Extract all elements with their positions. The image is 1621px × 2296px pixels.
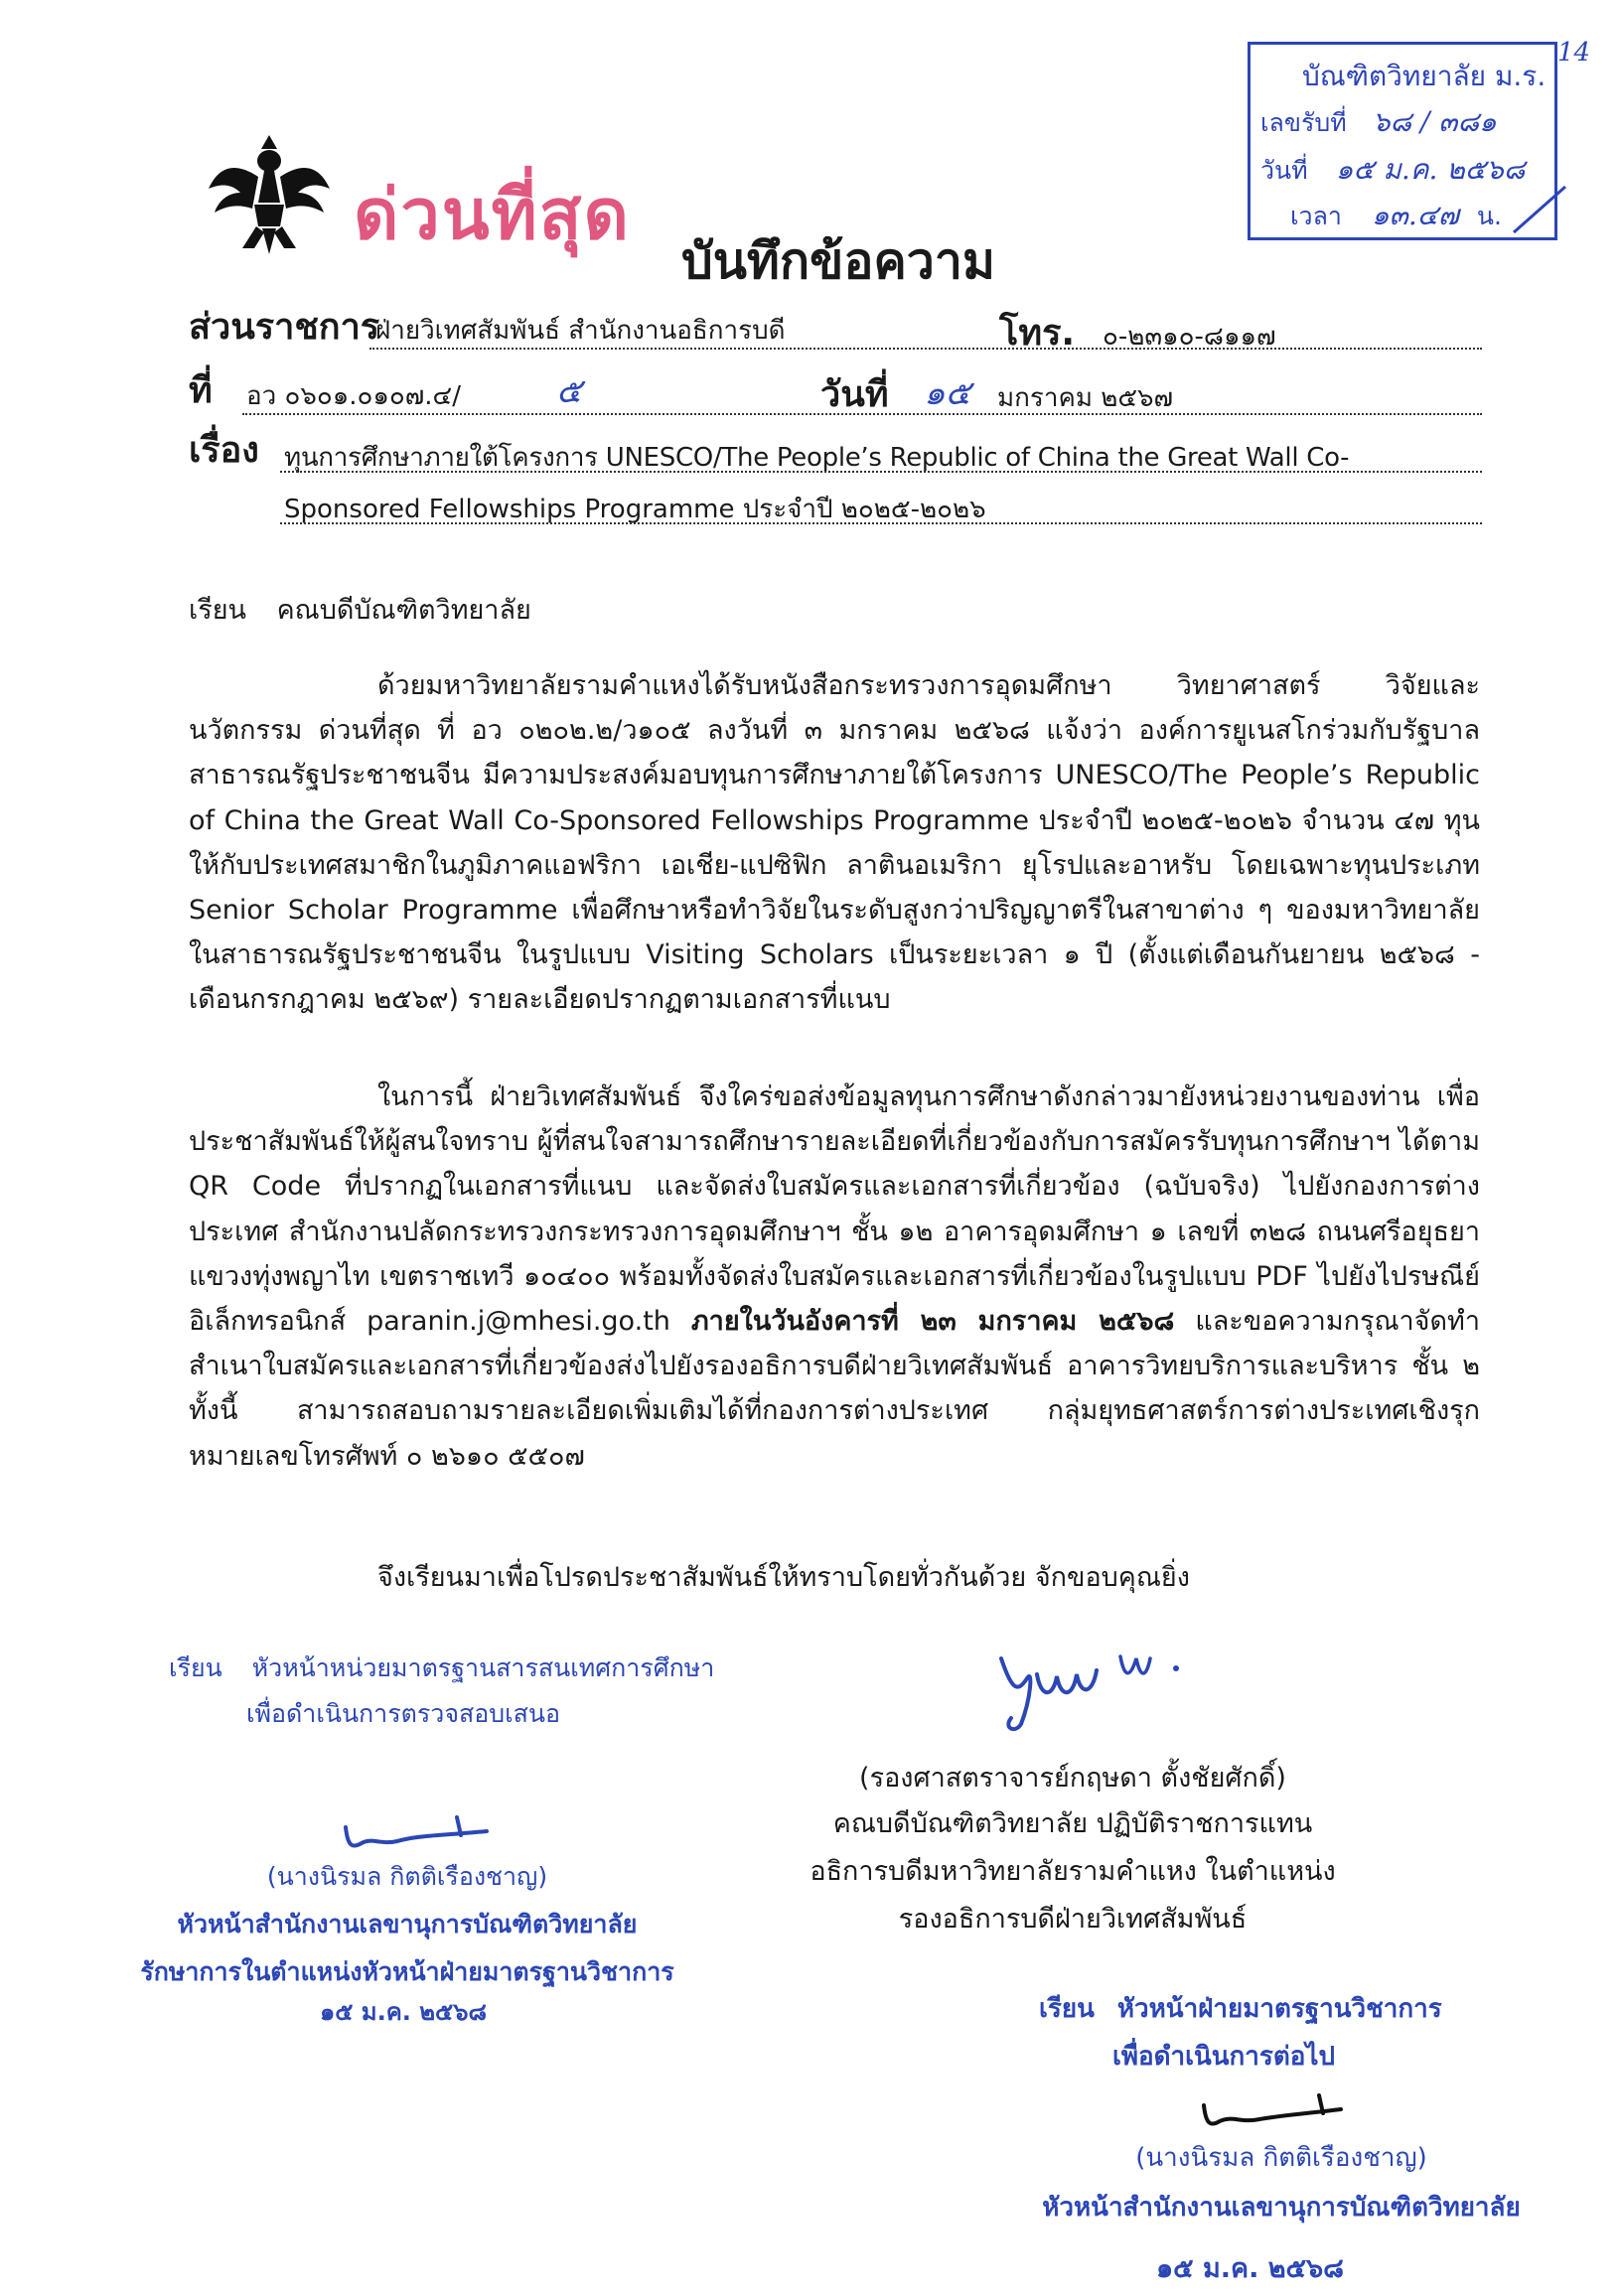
signer-title-3: รองอธิการบดีฝ่ายวิเทศสัมพันธ์ <box>898 1904 1248 1935</box>
note-right-signature <box>1192 2087 1351 2133</box>
stamp-time-row <box>1290 194 1502 237</box>
corner-page-mark: 14 <box>1557 38 1591 68</box>
subject-line-2: Sponsored Fellowships Programme ประจำปี ๒๐๒๕-๒๐๒๖ <box>284 495 986 524</box>
subject-dotline-1 <box>280 471 1482 473</box>
agency-value: ฝ่ายวิเทศสัมพันธ์ สำนักงานอธิการบดี <box>375 316 786 346</box>
note-right-label: เรียน <box>1039 1994 1095 2024</box>
stamp-time-value: ๑๓.๔๗ <box>1371 199 1459 231</box>
stamp-receive-value: ๖๘ / ๓๘๑ <box>1372 105 1497 138</box>
salutation-label: เรียน <box>189 595 247 626</box>
note-left-title-2: รักษาการในตำแหน่งหัวหน้าฝ่ายมาตรฐานวิชาการ <box>140 1957 674 1986</box>
note-right-name: (นางนิรมล กิตติเรืองชาญ) <box>1135 2143 1427 2173</box>
note-right-line-2: เพื่อดำเนินการต่อไป <box>1112 2042 1335 2072</box>
ref-label: ที่ <box>189 370 213 411</box>
signer-title-2: อธิการบดีมหาวิทยาลัยรามคำแหง ในตำแหน่ง <box>810 1856 1336 1887</box>
body-paragraph-1 <box>189 663 1480 1023</box>
signer-title-1: คณบดีบัณฑิตวิทยาลัย ปฏิบัติราชการแทน <box>832 1808 1313 1839</box>
stamp-time-suffix: น. <box>1476 202 1502 230</box>
ref-dotline <box>242 413 1482 415</box>
closing-text: จึงเรียนมาเพื่อโปรดประชาสัมพันธ์ให้ทราบโดยทั่วกันด้วย จักขอบคุณยิ่ง <box>377 1562 1190 1593</box>
stamp-date-value: ๑๕ ม.ค. ๒๕๖๘ <box>1335 153 1526 186</box>
note-left-name: (นางนิรมล กิตติเรืองชาญ) <box>266 1862 548 1891</box>
body-paragraph-1-text: ด้วยมหาวิทยาลัยรามคำแหงได้รับหนังสือกระทรวงการอุดมศึกษา วิทยาศาสตร์ วิจัยและนวัตกรรม ด่วนที่สุด ที่ อว ๐๒๐๒.๒/ว๑๐๕ ลงวันที่ ๓ มกราคม ๒๕๖๘ แจ้งว่า องค์การยูเนสโกร่วมกับรัฐบาลสาธารณรัฐประชาชนจีน มีความประสงค์มอบทุนการศึกษาภายใต้โครงการ UNESCO/The People’s Republic of China the Great Wall Co-Sponsored Fellowships Programme ประจำปี ๒๐๒๕-๒๐๒๖ จำนวน ๔๗ ทุน ให้กับประเทศสมาชิกในภูมิภาคแอฟริกา เอเชีย-แปซิฟิก ลาตินอเมริกา ยุโรปและอาหรับ โดยเฉพาะทุนประเภท Senior Scholar Programme เพื่อศึกษาหรือทำวิจัยในระดับสูงกว่าปริญญาตรีในสาขาต่าง ๆ ของมหาวิทยาลัยในสาธารณรัฐประชาชนจีน ในรูปแบบ Visiting Scholars เป็นระยะเวลา ๑ ปี (ตั้งแต่เดือนกันยายน ๒๕๖๘ - เดือนกรกฎาคม ๒๕๖๙) รายละเอียดปรากฏตามเอกสารที่แนบ <box>189 670 1480 1016</box>
signer-name: (รองศาสตราจารย์กฤษดา ตั้งชัยศักดิ์) <box>859 1763 1286 1794</box>
stamp-receive-row <box>1260 100 1497 144</box>
note-left-label: เรียน <box>169 1653 222 1682</box>
main-signature <box>961 1629 1200 1738</box>
stamp-time-label: เวลา <box>1290 202 1342 230</box>
note-left-line-2: เพื่อดำเนินการตรวจสอบเสนอ <box>246 1699 561 1728</box>
note-right-recipient: หัวหน้าฝ่ายมาตรฐานวิชาการ <box>1116 1994 1442 2024</box>
tel-label: โทร. <box>999 313 1076 354</box>
subject-line-1: ทุนการศึกษาภายใต้โครงการ UNESCO/The People’s Republic of China the Great Wall Co- <box>284 443 1350 473</box>
date-value: มกราคม ๒๕๖๗ <box>997 383 1174 413</box>
document-title: บันทึกข้อความ <box>681 232 995 290</box>
tel-value: ๐-๒๓๑๐-๘๑๑๗ <box>1103 322 1276 352</box>
date-label: วันที่ <box>820 374 889 415</box>
body-p2-part-b: และขอความกรุณาจัดทำสำเนาใบสมัครและเอกสารที่เกี่ยวข้องส่งไปยังรองอธิการบดีฝ่ายวิเทศสัมพันธ์ อาคารวิทยบริการและบริหาร ชั้น ๒ ทั้งนี้ สามารถสอบถามรายละเอียดเพิ่มเติมได้ที่กองการต่างประเทศ กลุ่มยุทธศาสตร์การต่างประเทศเชิงรุก หมายเลขโทรศัพท์ ๐ ๒๖๑๐ ๕๕๐๗ <box>189 1306 1480 1472</box>
agency-dotline <box>369 348 1482 350</box>
body-paragraph-2-text <box>189 1075 1480 1479</box>
note-left-date: ๑๕ ม.ค. ๒๕๖๘ <box>320 1998 487 2026</box>
note-right-line-1 <box>1039 1988 1442 2029</box>
note-left-recipient: หัวหน้าหน่วยมาตรฐานสารสนเทศการศึกษา <box>251 1653 715 1682</box>
salutation <box>189 588 531 633</box>
body-p2-part-a: ในการนี้ ฝ่ายวิเทศสัมพันธ์ จึงใคร่ขอส่งข้อมูลทุนการศึกษาดังกล่าวมายังหน่วยงานของท่าน เพื่อประชาสัมพันธ์ให้ผู้สนใจทราบ ผู้ที่สนใจสามารถศึกษารายละเอียดที่เกี่ยวข้องกับการสมัครรับทุนการศึกษาฯ ได้ตาม QR Code ที่ปรากฏในเอกสารที่แนบ และจัดส่งใบสมัครและเอกสารที่เกี่ยวข้อง (ฉบับจริง) ไปยังกองการต่างประเทศ สำนักงานปลัดกระทรวงกระทรวงการอุดมศึกษาฯ ชั้น ๑๒ อาคารอุดมศึกษา ๑ เลขที่ ๓๒๘ ถนนศรีอยุธยา แขวงทุ่งพญาไท เขตราชเทวี ๑๐๔๐๐ พร้อมทั้งจัดส่งใบสมัครและเอกสารที่เกี่ยวข้องในรูปแบบ PDF ไปยังไปรษณีย์อิเล็กทรอนิกส์ paranin.j@mhesi.go.th <box>189 1081 1480 1338</box>
subject-dotline-2 <box>280 522 1482 524</box>
stamp-date-label: วันที่ <box>1260 156 1308 185</box>
date-handwritten-day: ๑๕ <box>924 373 971 413</box>
note-right-title: หัวหน้าสำนักงานเลขานุการบัณฑิตวิทยาลัย <box>1042 2193 1521 2223</box>
subject-label: เรื่อง <box>189 430 259 471</box>
stamp-date-row <box>1260 148 1525 192</box>
urgency-stamp: ด่วนที่สุด <box>354 173 631 255</box>
stamp-receive-label: เลขรับที่ <box>1260 108 1347 137</box>
note-right-date: ๑๕ ม.ค. ๒๕๖๘ <box>1156 2253 1344 2284</box>
body-p2-deadline: ภายในวันอังคารที่ ๒๓ มกราคม ๒๕๖๘ <box>690 1306 1175 1338</box>
note-left-title-1: หัวหน้าสำนักงานเลขานุการบัณฑิตวิทยาลัย <box>177 1910 638 1938</box>
note-left-signature <box>338 1805 497 1855</box>
stamp-check-stroke <box>1510 179 1569 238</box>
body-paragraph-2 <box>189 1075 1480 1479</box>
garuda-emblem-icon <box>205 131 334 258</box>
salutation-to: คณบดีบัณฑิตวิทยาลัย <box>276 595 531 626</box>
stamp-title: บัณฑิตวิทยาลัย ม.ร. <box>1302 60 1547 92</box>
note-left-line-1 <box>169 1649 714 1688</box>
ref-value: อว ๐๖๐๑.๐๑๐๗.๔/ <box>246 381 461 411</box>
ref-handwritten-number: ๕ <box>556 371 582 411</box>
agency-label: ส่วนราชการ <box>189 307 380 348</box>
